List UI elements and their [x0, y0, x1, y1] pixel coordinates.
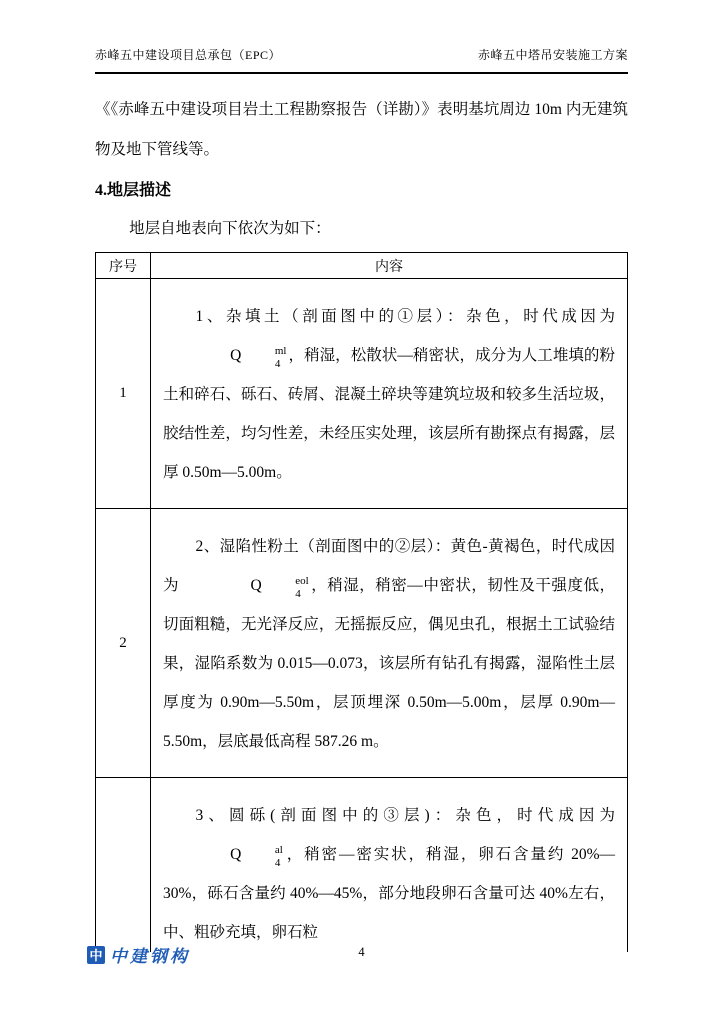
column-header-number: 序号 — [96, 253, 151, 279]
header-left-text: 赤峰五中建设项目总承包（EPC） — [95, 48, 282, 62]
table-row — [96, 509, 628, 778]
page-footer — [89, 942, 628, 968]
column-header-content: 内容 — [151, 253, 628, 279]
row-number-cell — [96, 778, 151, 953]
company-logo — [87, 942, 190, 967]
row-number-cell: 2 — [96, 509, 151, 778]
document-body — [95, 90, 628, 952]
table-header — [96, 253, 628, 279]
row-number-cell: 1 — [96, 279, 151, 509]
row-content-cell — [151, 279, 628, 509]
geologic-age-formula: Q ml 4 — [230, 345, 287, 370]
soil-layer-table — [95, 252, 628, 952]
intro-paragraph: 《《赤峰五中建设项目岩土工程勘察报告（详勘）》表明基坑周边 10m 内无建筑物及地下管线等。 — [95, 101, 628, 158]
layer-description-text: 3、圆砾(剖面图中的③层)：杂色，时代成因为 Q al 4 ，稍密—密实状，稍湿，卵石含量约 20%—30%，砾石含量约 40%—45%，部分地段卵石含量可达 40%左右，中、粗砂充填，卵石粒 — [163, 807, 615, 941]
geologic-age-formula: Q eol 4 — [250, 575, 309, 600]
page-number: 4 — [358, 945, 365, 959]
table-row — [96, 279, 628, 509]
company-logo-icon: 中 — [87, 946, 105, 964]
table-row — [96, 778, 628, 953]
page-header — [95, 46, 628, 74]
geologic-age-formula: Q al 4 — [230, 844, 283, 869]
layer-description-text: 2、湿陷性粉土（剖面图中的②层）：黄色-黄褐色，时代成因为 Q eol 4 ，稍湿，稍密—中密状，韧性及干强度低，切面粗糙，无光泽反应，无摇振反应，偶见虫孔，根据土工试验结果，湿陷系数为 0.015—0.073，该层所有钻孔有揭露，湿陷性土层厚度为 0.90m—5.50m，层顶埋深 0.50m—5.00m，层厚 0.90m—5.50m，层底最低高程 587.26 m。 — [163, 538, 615, 750]
company-logo-text: 中建钢构 — [110, 947, 190, 966]
table-header-row — [96, 253, 628, 279]
section-heading: 4.地层描述 — [95, 182, 172, 199]
layer-description-text: 1、杂填土（剖面图中的①层）：杂色，时代成因为 Q ml 4 ，稍湿，松散状—稍密状，成分为人工堆填的粉土和碎石、砾石、砖屑、混凝土碎块等建筑垃圾和较多生活垃圾，胶结性差，均匀性差，未经压实处理，该层所有勘探点有揭露，层厚 0.50m—5.00m。 — [163, 308, 615, 481]
table-body — [96, 279, 628, 953]
row-content-cell — [151, 778, 628, 953]
row-content-cell — [151, 509, 628, 778]
lead-paragraph: 地层自地表向下依次为如下： — [129, 220, 331, 237]
header-right-text: 赤峰五中塔吊安装施工方案 — [477, 48, 628, 62]
